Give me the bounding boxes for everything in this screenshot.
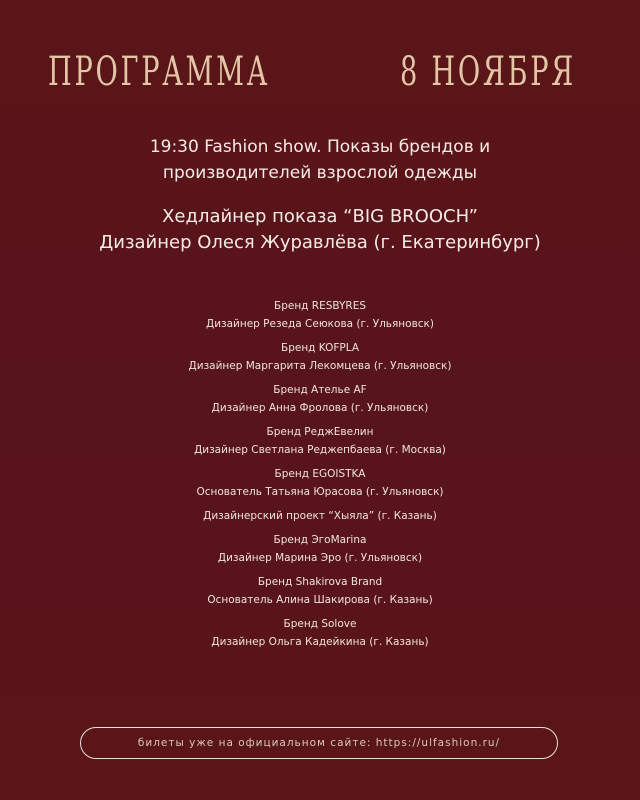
headliner-designer-line: Дизайнер Олеся Журавлёва (г. Екатеринбург) bbox=[99, 232, 541, 253]
brand-item bbox=[20, 297, 620, 333]
brand-item bbox=[20, 573, 620, 609]
tickets-link-text[interactable]: билеты уже на официальном сайте: https://ulfashion.ru/ bbox=[137, 737, 501, 749]
brand-item bbox=[20, 423, 620, 459]
program-title: ПРОГРАММА bbox=[48, 49, 271, 95]
headliner-line: Хедлайнер показа “BIG BROOCH” bbox=[162, 206, 478, 227]
brand-designer: Основатель Татьяна Юрасова (г. Ульяновск) bbox=[196, 486, 444, 498]
brand-item bbox=[20, 615, 620, 651]
brand-designer: Дизайнер Анна Фролова (г. Ульяновск) bbox=[211, 402, 429, 414]
brand-designer: Дизайнер Резеда Сеюкова (г. Ульяновск) bbox=[205, 318, 434, 330]
brand-designer: Дизайнер Марина Эро (г. Ульяновск) bbox=[217, 552, 423, 564]
brand-item bbox=[20, 465, 620, 501]
brand-name: Бренд Solove bbox=[283, 618, 357, 630]
brand-item bbox=[20, 381, 620, 417]
brand-name: Бренд RESBYRES bbox=[273, 300, 367, 312]
brand-name: Бренд РеджЕвелин bbox=[266, 426, 374, 438]
brand-designer: Дизайнер Светлана Реджепбаева (г. Москва) bbox=[194, 444, 446, 456]
show-description-line: производителей взрослой одежды bbox=[162, 163, 478, 183]
brand-list bbox=[20, 297, 620, 657]
header bbox=[48, 46, 592, 98]
intro-section bbox=[20, 134, 620, 256]
brand-name: Бренд ЭгоMarina bbox=[273, 534, 367, 546]
brand-name: Бренд EGOISTKA bbox=[274, 468, 366, 480]
brand-item bbox=[20, 339, 620, 375]
show-time-line: 19:30 Fashion show. Показы брендов и bbox=[149, 137, 491, 157]
date-title: 8 НОЯБРЯ bbox=[400, 49, 576, 95]
brand-item bbox=[20, 507, 620, 525]
brand-name: Бренд KOFPLA bbox=[280, 342, 359, 354]
brand-name: Бренд Ателье AF bbox=[273, 384, 367, 396]
brand-designer: Дизайнер Маргарита Лекомцева (г. Ульяновск) bbox=[188, 360, 452, 372]
tickets-link-pill[interactable] bbox=[80, 727, 558, 759]
brand-designer: Основатель Алина Шакирова (г. Казань) bbox=[207, 594, 433, 606]
brand-name: Дизайнерский проект “Хыяла” (г. Казань) bbox=[203, 510, 437, 522]
brand-name: Бренд Shakirova Brand bbox=[257, 576, 383, 588]
brand-item bbox=[20, 531, 620, 567]
brand-designer: Дизайнер Ольга Кадейкина (г. Казань) bbox=[211, 636, 429, 648]
